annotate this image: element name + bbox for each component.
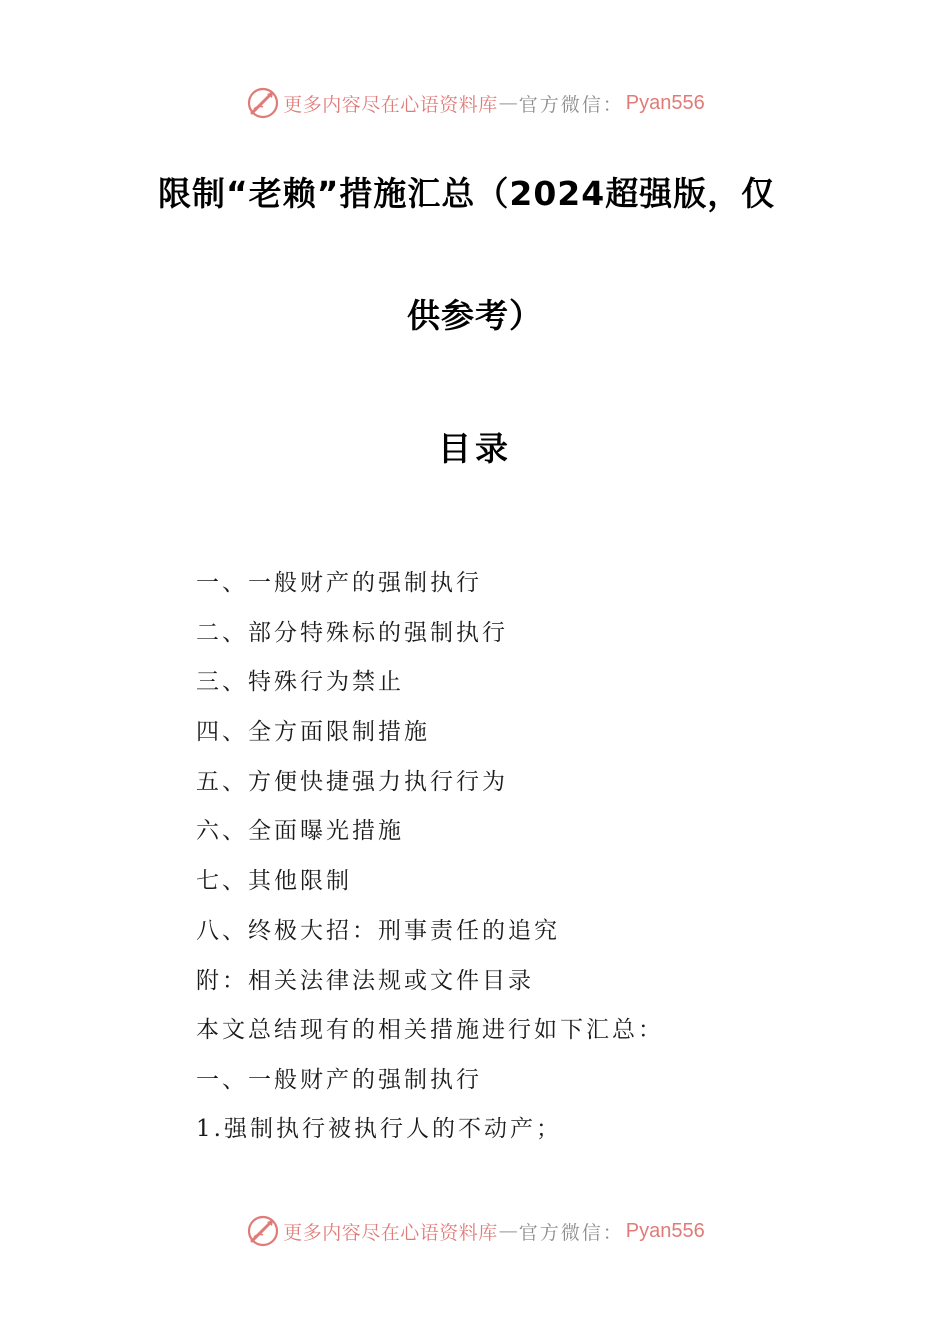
toc-item[interactable]: 一、一般财产的强制执行	[196, 570, 482, 596]
banner-brand-text: 更多内容尽在心语资料库	[283, 93, 498, 116]
header-banner	[0, 83, 950, 123]
body-item: 1.强制执行被执行人的不动产；	[196, 1116, 562, 1143]
banner-official-text: 官方微信：	[518, 93, 624, 116]
banner-wechat-id: Pyan556	[625, 1219, 705, 1242]
toc-item[interactable]: 六、全面曝光措施	[196, 818, 404, 845]
table-of-contents	[196, 563, 560, 1010]
toc-item[interactable]: 二、部分特殊标的强制执行	[196, 619, 508, 646]
toc-item[interactable]: 七、其他限制	[196, 868, 352, 895]
banner-official-text: 官方微信：	[518, 1221, 624, 1244]
toc-item[interactable]: 八、终极大招：刑事责任的追究	[196, 917, 560, 944]
pen-logo-icon	[245, 1213, 281, 1249]
document-title-line-1: 限制“老赖”措施汇总（2024超强版，仅	[158, 174, 776, 213]
banner-separator: —	[498, 1220, 518, 1242]
banner-separator: —	[498, 92, 518, 114]
toc-item[interactable]: 附：相关法律法规或文件目录	[196, 967, 534, 994]
banner-brand-text: 更多内容尽在心语资料库	[283, 1221, 498, 1244]
toc-item[interactable]: 四、全方面限制措施	[196, 719, 430, 746]
pen-logo-icon	[245, 85, 281, 121]
section-heading: 一、一般财产的强制执行	[196, 1066, 482, 1093]
banner-wechat-id: Pyan556	[625, 91, 705, 114]
toc-item[interactable]: 三、特殊行为禁止	[196, 669, 404, 696]
toc-heading: 目录	[438, 429, 512, 468]
document-body	[196, 1010, 664, 1159]
document-title-line-2: 供参考）	[407, 296, 543, 335]
toc-item[interactable]: 五、方便快捷强力执行行为	[196, 768, 508, 795]
body-intro: 本文总结现有的相关措施进行如下汇总：	[196, 1017, 664, 1043]
footer-banner	[0, 1211, 950, 1251]
